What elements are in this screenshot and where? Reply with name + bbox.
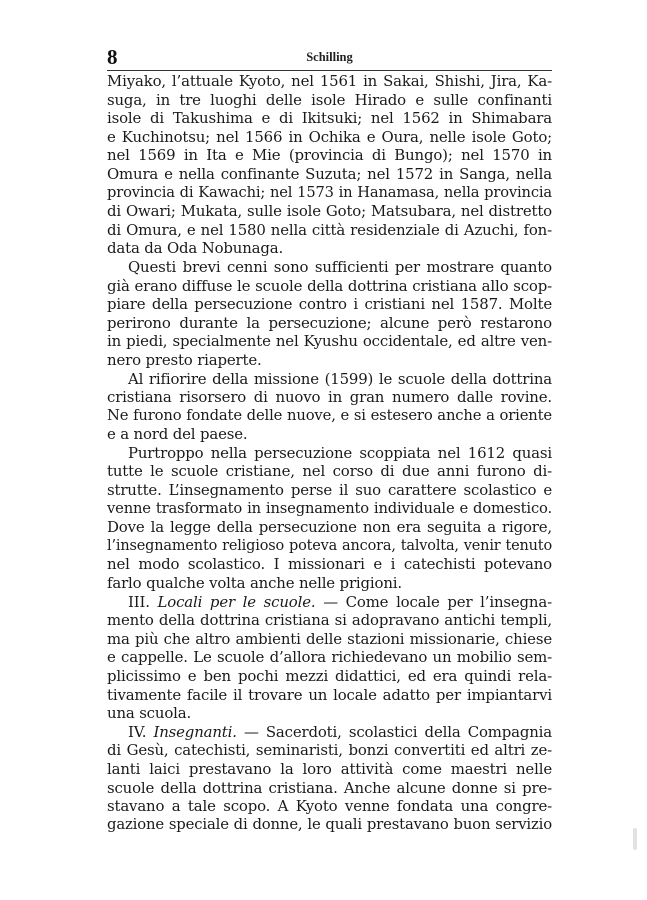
text-line: Omura e nella confinante Suzuta; nel 1572 in Sanga, nella	[107, 164, 552, 183]
section-heading-line	[107, 723, 552, 742]
text-line: già erano diffuse le scuole della dottrina cristiana allo scop-	[107, 276, 552, 295]
text-line: venne trasformato in insegnamento individuale e domestico.	[107, 499, 552, 517]
text-line: e cappelle. Le scuole d’allora richiedevano un mobilio sem-	[107, 648, 552, 667]
text-line: plicissimo e ben pochi mezzi didattici, ed era quindi rela-	[107, 667, 552, 685]
text-line: Questi brevi cenni sono sufficienti per mostrare quanto	[128, 257, 552, 276]
text-line: isole di Takushima e di Ikitsuki; nel 1562 in Shimabara	[107, 109, 552, 128]
section-number: IV.	[128, 722, 147, 741]
page-header	[107, 44, 552, 71]
text-line: perirono durante la persecuzione; alcune però restarono	[107, 313, 552, 332]
text-line: in piedi, specialmente nel Kyushu occidentale, ed altre ven-	[107, 332, 552, 351]
running-title: Schilling	[306, 50, 353, 64]
text-line: cristiana risorsero di nuovo in gran numero dalle rovine.	[107, 388, 552, 407]
section-title: Insegnanti.	[153, 722, 237, 741]
text-line: farlo qualche volta anche nelle prigioni.	[107, 574, 402, 593]
text-line: Al rifiorire della missione (1599) le scuole della dottrina	[128, 369, 552, 388]
section-title: Locali per le scuole.	[157, 592, 316, 611]
text-fragment: — Come locale per l’insegna-	[315, 592, 552, 611]
text-line: nero presto riaperte.	[107, 350, 262, 369]
text-line: nel modo scolastico. I missionari e i catechisti potevano	[107, 555, 552, 574]
text-line: mento della dottrina cristiana si adopravano antichi templi,	[107, 611, 552, 630]
text-line: tutte le scuole cristiane, nel corso di due anni furono di-	[107, 462, 552, 481]
text-line: ma più che altro ambienti delle stazioni missionarie, chiese	[107, 629, 552, 648]
scan-margin-mark	[633, 828, 637, 850]
text-line: Ne furono fondate delle nuove, e si estesero anche a oriente	[107, 406, 552, 424]
text-line: gazione speciale di donne, le quali prestavano buon servizio	[107, 815, 552, 833]
text-line: l’insegnamento religioso poteva ancora, talvolta, venir tenuto	[107, 537, 552, 554]
text-line: e Kuchinotsu; nel 1566 in Ochika e Oura, nelle isole Goto;	[107, 127, 552, 146]
text-line: una scuola.	[107, 704, 192, 723]
text-line: di Owari; Mukata, sulle isole Goto; Matsubara, nel distretto	[107, 202, 552, 221]
section-heading-line	[107, 593, 552, 612]
text-line: lanti laici prestavano la loro attività come maestri nelle	[107, 759, 552, 778]
text-line: di Gesù, catechisti, seminaristi, bonzi convertiti ed altri ze-	[107, 741, 552, 760]
section-number: III.	[128, 592, 150, 611]
text-line: Dove la legge della persecuzione non era seguita a rigore,	[107, 518, 552, 537]
text-line: Purtroppo nella persecuzione scoppiata nel 1612 quasi	[128, 443, 552, 462]
text-line: provincia di Kawachi; nel 1573 in Hanamasa, nella provincia	[107, 183, 552, 201]
text-fragment: — Sacerdoti, scolastici della Compagnia	[236, 722, 552, 741]
text-line: scuole della dottrina cristiana. Anche alcune donne si pre-	[107, 778, 552, 797]
text-line: strutte. L’insegnamento perse il suo carattere scolastico e	[107, 481, 552, 500]
text-line: Miyako, l’attuale Kyoto, nel 1561 in Sakai, Shishi, Jira, Ka-	[107, 72, 552, 90]
body-text	[107, 72, 552, 834]
text-line: e a nord del paese.	[107, 425, 248, 444]
text-line: suga, in tre luoghi delle isole Hirado e sulle confinanti	[107, 90, 552, 109]
text-line: di Omura, e nel 1580 nella città residenziale di Azuchi, fon-	[107, 220, 552, 239]
text-line: tivamente facile il trovare un locale adatto per impiantarvi	[107, 685, 552, 704]
text-line: piare della persecuzione contro i cristiani nel 1587. Molte	[107, 295, 552, 314]
text-line: data da Oda Nobunaga.	[107, 239, 284, 258]
page-number: 8	[107, 45, 118, 69]
text-line: stavano a tale scopo. A Kyoto venne fondata una congre-	[107, 797, 552, 816]
text-line: nel 1569 in Ita e Mie (provincia di Bungo); nel 1570 in	[107, 146, 552, 165]
